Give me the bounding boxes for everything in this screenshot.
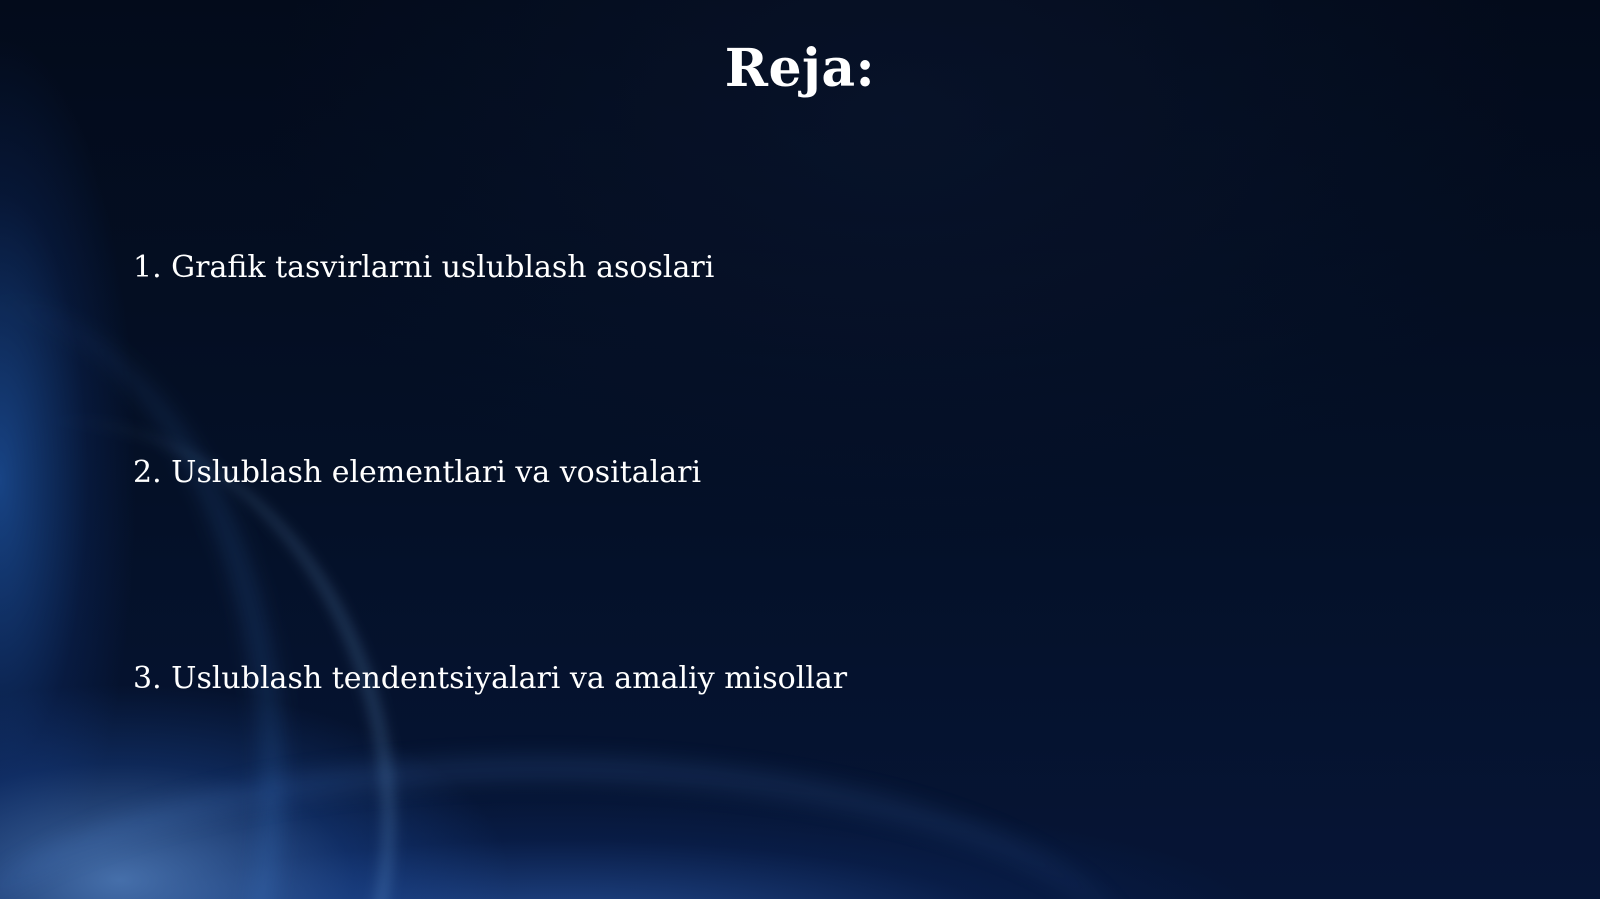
agenda-item: 2. Uslublash elementlari va vositalari <box>133 455 702 490</box>
agenda-item: 1. Grafik tasvirlarni uslublash asoslari <box>133 250 715 285</box>
slide-title: Reja: <box>724 38 876 99</box>
agenda-item: 3. Uslublash tendentsiyalari va amaliy misollar <box>133 661 848 696</box>
background-light-streak <box>0 281 313 899</box>
background-light-streak <box>0 760 1140 899</box>
